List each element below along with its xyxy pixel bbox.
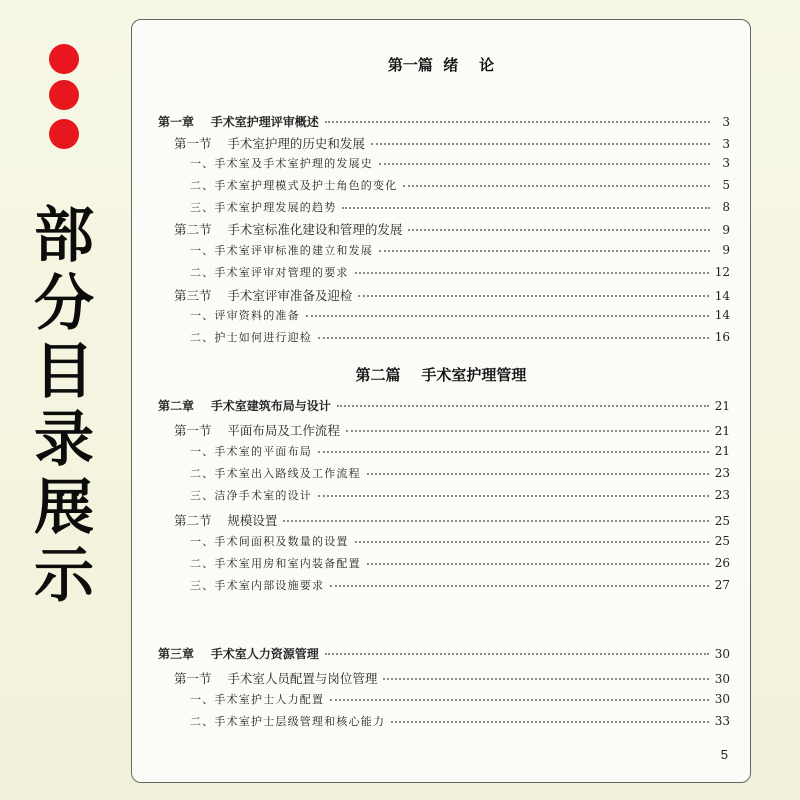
toc-entry-page: 21 (714, 444, 730, 458)
toc-section-row (174, 220, 730, 238)
dot-leader (318, 450, 709, 453)
toc-item-row (190, 155, 730, 171)
toc-entry-title: 三、手术室内部设施要求 (190, 579, 325, 592)
toc-entry-page: 14 (714, 289, 730, 303)
toc-entry-title: 第一节 手术室护理的历史和发展 (174, 136, 365, 151)
toc-entry-title: 第一节 平面布局及工作流程 (174, 423, 340, 438)
toc-section-row (174, 669, 730, 687)
toc-entry-page: 26 (714, 556, 730, 570)
toc-item-row (190, 577, 730, 593)
dot-leader (318, 494, 709, 497)
side-title (26, 202, 102, 610)
side-title-char: 示 (34, 541, 94, 611)
toc-entry-title: 二、手术室护士层级管理和核心能力 (190, 715, 386, 728)
toc-section-row (174, 286, 730, 304)
toc-entry-title: 二、护士如何进行迎检 (190, 331, 312, 344)
toc-page (131, 19, 751, 783)
toc-entry-page: 21 (714, 399, 730, 413)
toc-chapter-row (158, 645, 730, 662)
toc-entry-title: 第三章 手术室人力资源管理 (158, 647, 319, 661)
toc-item-row (190, 177, 730, 193)
toc-entry-title: 二、手术室评审对管理的要求 (190, 266, 349, 279)
toc-entry-page: 25 (714, 534, 730, 548)
toc-entry-page: 16 (714, 330, 730, 344)
toc-chapter-row (158, 397, 730, 414)
toc-entry-page: 14 (714, 308, 730, 322)
red-dot-1 (49, 44, 79, 74)
side-title-char: 展 (34, 473, 94, 543)
toc-item-row (190, 487, 730, 503)
toc-item-row (190, 555, 730, 571)
toc-entry-page: 9 (722, 223, 730, 237)
toc-entry-page: 27 (714, 578, 730, 592)
dot-leader (283, 519, 708, 522)
toc-entry-page: 8 (722, 200, 730, 214)
toc-item-row (190, 307, 730, 323)
toc-entry-page: 30 (714, 672, 730, 686)
toc-item-row (190, 264, 730, 280)
toc-item-row (190, 242, 730, 258)
dot-leader (367, 562, 709, 565)
toc-entry-page: 3 (722, 115, 730, 129)
toc-entry-page: 30 (714, 647, 730, 661)
toc-entry-page: 9 (722, 243, 730, 257)
toc-entry-title: 三、手术室护理发展的趋势 (190, 201, 337, 214)
toc-entry-title: 三、洁净手术室的设计 (190, 489, 312, 502)
page-number: 5 (720, 747, 728, 762)
toc-entry-title: 第二节 规模设置 (174, 513, 278, 528)
toc-entry-page: 3 (722, 137, 730, 151)
toc-entry-page: 5 (722, 178, 730, 192)
side-title-char: 分 (34, 269, 94, 339)
toc-item-row (190, 443, 730, 459)
dot-leader (306, 314, 709, 317)
dot-leader (342, 206, 710, 209)
toc-entry-title: 一、手术室及手术室护理的发展史 (190, 157, 373, 170)
dot-leader (358, 294, 708, 297)
toc-entry-title: 第三节 手术室评审准备及迎检 (174, 288, 353, 303)
toc-item-row (190, 713, 730, 729)
side-title-char: 部 (34, 201, 94, 271)
toc-entry-title: 二、手术室用房和室内装备配置 (190, 557, 361, 570)
toc-entry-title: 一、评审资料的准备 (190, 309, 300, 322)
dot-leader (355, 271, 709, 274)
dot-leader (371, 142, 710, 145)
toc-entry-title: 第一章 手术室护理评审概述 (158, 115, 319, 129)
part-title: 第一篇 绪 论 (387, 56, 495, 74)
toc-entry-title: 一、手术室的平面布局 (190, 445, 312, 458)
toc-item-row (190, 199, 730, 215)
toc-entry-title: 二、手术室出入路线及工作流程 (190, 467, 361, 480)
dot-leader (318, 336, 709, 339)
toc-item-row (190, 691, 730, 707)
toc-entry-page: 21 (714, 424, 730, 438)
toc-entry-title: 一、手术室护士人力配置 (190, 693, 325, 706)
dot-leader (408, 228, 710, 231)
dot-leader (403, 184, 710, 187)
dot-leader (325, 652, 709, 655)
dot-leader (330, 698, 709, 701)
toc-entry-title: 第二节 手术室标准化建设和管理的发展 (174, 222, 403, 237)
toc-item-row (190, 465, 730, 481)
dot-leader (325, 120, 710, 123)
toc-entry-title: 二、手术室护理模式及护士角色的变化 (190, 179, 398, 192)
dot-leader (379, 249, 710, 252)
part-title: 第二篇 手术室护理管理 (355, 366, 527, 384)
dot-leader (346, 429, 709, 432)
toc-section-row (174, 511, 730, 529)
red-dot-3 (49, 119, 79, 149)
red-dot-2 (49, 80, 79, 110)
dot-leader (330, 584, 709, 587)
toc-chapter-row (158, 113, 730, 130)
toc-entry-page: 30 (714, 692, 730, 706)
side-title-char: 录 (34, 405, 94, 475)
toc-entry-page: 25 (714, 514, 730, 528)
toc-item-row (190, 329, 730, 345)
toc-entry-page: 3 (722, 156, 730, 170)
toc-entry-title: 第二章 手术室建筑布局与设计 (158, 399, 331, 413)
dot-leader (337, 404, 709, 407)
toc-entry-title: 一、手术室评审标准的建立和发展 (190, 244, 373, 257)
dot-leader (379, 162, 710, 165)
dot-leader (355, 540, 709, 543)
toc-entry-page: 12 (714, 265, 730, 279)
side-title-char: 目 (34, 337, 94, 407)
toc-entry-page: 33 (714, 714, 730, 728)
toc-entry-page: 23 (714, 488, 730, 502)
dot-leader (367, 472, 709, 475)
toc-entry-page: 23 (714, 466, 730, 480)
toc-entry-title: 一、手术间面积及数量的设置 (190, 535, 349, 548)
toc-entry-title: 第一节 手术室人员配置与岗位管理 (174, 671, 378, 686)
dot-leader (383, 677, 708, 680)
toc-section-row (174, 421, 730, 439)
dot-leader (391, 720, 709, 723)
toc-section-row (174, 134, 730, 152)
toc-item-row (190, 533, 730, 549)
